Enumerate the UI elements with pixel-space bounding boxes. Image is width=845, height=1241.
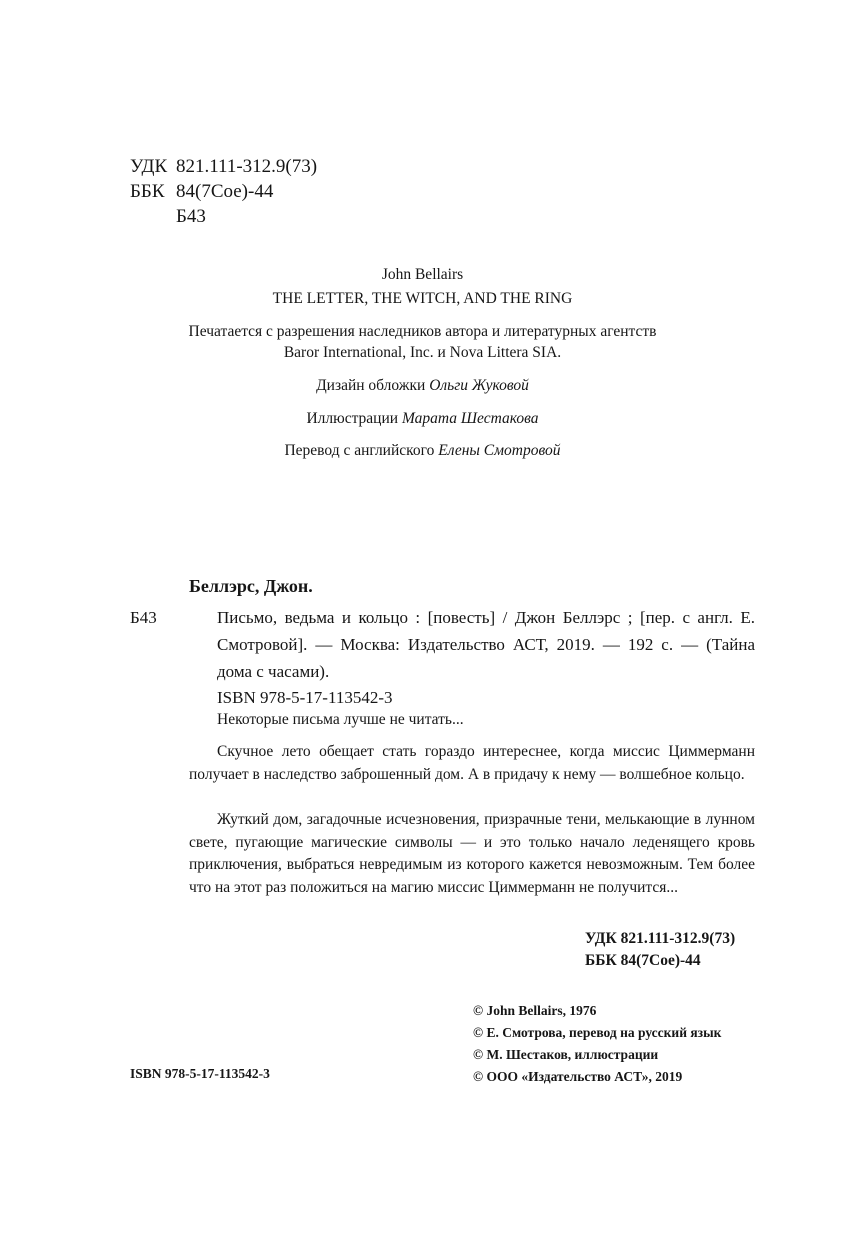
credit-cover-design — [0, 377, 845, 395]
record-description-text: Письмо, ведьма и кольцо : [повесть] / Джон Беллэрс ; [пер. с англ. Е. Смотровой]. — Москва: Издательство АСТ, 2019. — 192 с. — (Тайна дома с часами). — [217, 608, 755, 681]
credit-illustrations — [0, 410, 845, 428]
udk-label: УДК — [130, 156, 168, 177]
record-bbk: ББК 84(7Сое)-44 — [585, 952, 701, 969]
credit-translation — [0, 442, 845, 460]
record-code: Б43 — [130, 608, 157, 627]
record-tagline: Некоторые письма лучше не читать... — [217, 711, 464, 728]
original-author: John Bellairs — [381, 266, 464, 283]
isbn-bottom: ISBN 978-5-17-113542-3 — [130, 1066, 270, 1081]
copyright-line: © Е. Смотрова, перевод на русский язык — [473, 1025, 722, 1040]
bbk-value: 84(7Сое)-44 — [176, 181, 274, 202]
copyright-line: © М. Шестаков, иллюстрации — [473, 1047, 659, 1062]
author-code: Б43 — [176, 206, 206, 227]
bbk-line — [130, 179, 273, 204]
record-paragraph-1: Скучное лето обещает стать гораздо интереснее, когда миссис Циммерманн получает в наследство заброшенный дом. А в придачу к нему — волшебное кольцо. — [189, 743, 755, 783]
credit-name: Марата Шестакова — [401, 410, 539, 427]
record-paragraph-2: Жуткий дом, загадочные исчезновения, призрачные тени, мелькающие в лунном свете, пугающие магические символы — и это только начало леденящего кровь приключения, выбраться невредимым из которого кажется невозможным. Тем более что на этот раз положиться на магию миссис Циммерманн не получится... — [189, 811, 755, 896]
udk-line — [130, 154, 317, 179]
rights-line-1: Печатается с разрешения наследников автора и литературных агентств — [188, 323, 657, 340]
credit-prefix: Перевод с английского — [284, 442, 435, 459]
credit-prefix: Иллюстрации — [306, 410, 399, 427]
credit-prefix: Дизайн обложки — [316, 377, 426, 394]
record-udk: УДК 821.111-312.9(73) — [585, 930, 736, 947]
udk-value: 821.111-312.9(73) — [176, 156, 318, 177]
bbk-label: ББК — [130, 181, 165, 202]
record-description — [217, 604, 755, 685]
original-title: THE LETTER, THE WITCH, AND THE RING — [272, 290, 573, 307]
credit-name: Ольги Жуковой — [429, 377, 529, 394]
rights-line-2: Baror International, Inc. и Nova Littera SIA. — [283, 344, 562, 361]
record-isbn: ISBN 978-5-17-113542-3 — [217, 688, 393, 707]
credit-name: Елены Смотровой — [438, 442, 561, 459]
copyright-line: © John Bellairs, 1976 — [473, 1003, 597, 1018]
record-heading: Беллэрс, Джон. — [189, 576, 313, 596]
copyright-line: © ООО «Издательство АСТ», 2019 — [473, 1069, 683, 1084]
